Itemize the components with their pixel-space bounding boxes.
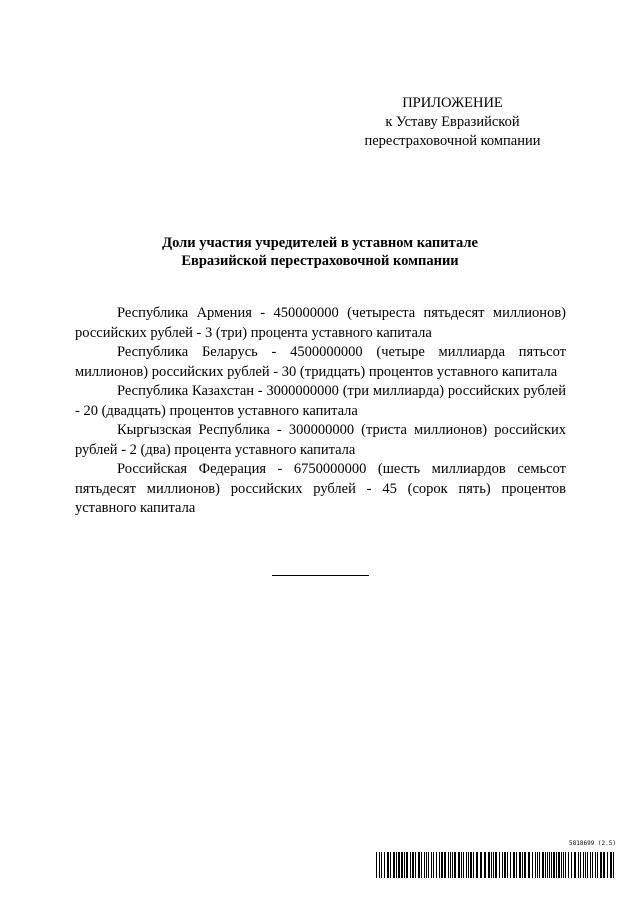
share-armenia: Республика Армения - 450000000 (четыреста пятьдесят миллионов) российских рублей - 3 (три) процента уставного капитала: [75, 305, 566, 341]
barcode-icon: [376, 852, 616, 878]
share-kazakhstan: Республика Казахстан - 3000000000 (три миллиарда) российских рублей - 20 (двадцать) процентов уставного капитала: [75, 383, 566, 419]
share-belarus: Республика Беларусь - 4500000000 (четыре миллиарда пятьсот миллионов) российских рублей - 30 (тридцать) процентов уставного капитала: [75, 344, 566, 380]
appendix-reference-continued: перестраховочной компании: [364, 133, 541, 149]
shares-list: [75, 304, 566, 519]
share-kyrgyzstan: Кыргызская Республика - 300000000 (триста миллионов) российских рублей - 2 (два) процента уставного капитала: [75, 422, 566, 458]
appendix-header: [330, 94, 575, 151]
document-title-line-1: Доли участия учредителей в уставном капитале: [162, 235, 478, 251]
appendix-reference: к Уставу Евразийской: [385, 114, 520, 130]
end-separator-line: [272, 575, 369, 576]
document-title: [60, 234, 580, 270]
document-barcode: [376, 840, 616, 880]
appendix-label: ПРИЛОЖЕНИЕ: [402, 95, 503, 111]
document-title-line-2: Евразийской перестраховочной компании: [181, 253, 459, 269]
share-russia: Российская Федерация - 6750000000 (шесть миллиардов семьсот пятьдесят миллионов) российских рублей - 45 (сорок пять) процентов уставного капитала: [75, 461, 566, 516]
barcode-label: 5818699 (2.5): [569, 840, 616, 847]
